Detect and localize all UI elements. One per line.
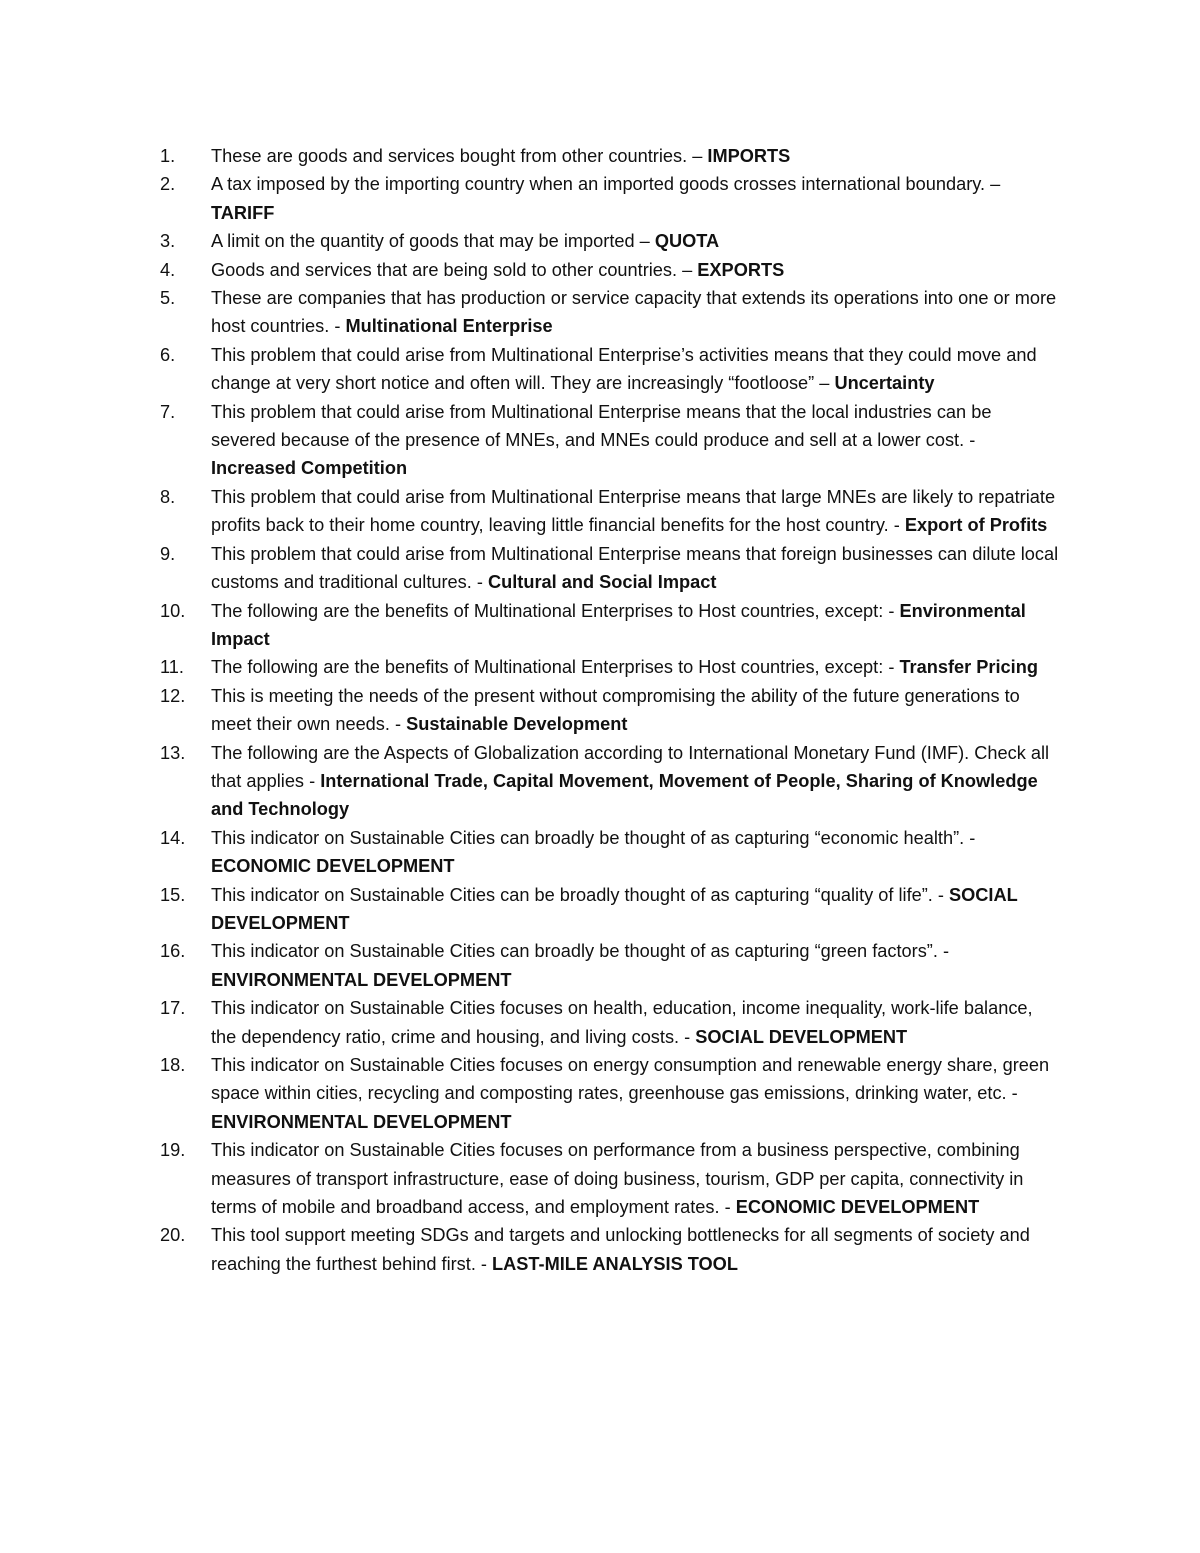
question-text: The following are the benefits of Multinational Enterprises to Host countries, except: -	[211, 600, 900, 621]
list-item	[160, 597, 1060, 654]
list-item	[160, 682, 1060, 739]
list-item	[160, 1221, 1060, 1278]
item-number: 3.	[160, 231, 176, 252]
question-text: This indicator on Sustainable Cities focuses on health, education, income inequality, work-life balance, the dependency ratio, crime and housing, and living costs. -	[211, 998, 1033, 1047]
list-item	[160, 540, 1060, 597]
question-text: The following are the benefits of Multinational Enterprises to Host countries, except: -	[211, 657, 900, 678]
answer-text: SOCIAL DEVELOPMENT	[211, 884, 1018, 933]
item-number: 4.	[160, 259, 176, 280]
question-text: The following are the Aspects of Globalization according to International Monetary Fund (IMF). Check all that applies -	[211, 742, 1050, 791]
question-list	[160, 142, 1060, 1278]
item-number: 9.	[160, 543, 176, 564]
question-text: This indicator on Sustainable Cities can broadly be thought of as capturing “economic health”. -	[211, 827, 976, 848]
question-text: This is meeting the needs of the present without compromising the ability of the future generations to meet their own needs. -	[211, 685, 1020, 735]
list-item	[160, 824, 1060, 881]
item-number: 10.	[160, 600, 186, 621]
answer-text: LAST-MILE ANALYSIS TOOL	[492, 1253, 738, 1274]
question-text: This problem that could arise from Multinational Enterprise’s activities means that they could move and change at very short notice and often will. They are increasingly “footloose” –	[211, 344, 1037, 394]
answer-text: SOCIAL DEVELOPMENT	[695, 1026, 908, 1047]
item-number: 15.	[160, 884, 186, 905]
list-item	[160, 284, 1060, 341]
list-item	[160, 881, 1060, 938]
item-number: 6.	[160, 344, 176, 365]
question-text: A limit on the quantity of goods that may be imported –	[211, 231, 655, 252]
answer-text: Uncertainty	[834, 373, 935, 394]
list-item	[160, 937, 1060, 994]
question-text: This problem that could arise from Multinational Enterprise means that foreign businesses can dilute local customs and traditional cultures. -	[211, 543, 1059, 593]
question-text: This indicator on Sustainable Cities can broadly be thought of as capturing “green factors”. -	[211, 941, 950, 962]
item-number: 19.	[160, 1140, 186, 1161]
question-text: This tool support meeting SDGs and targets and unlocking bottlenecks for all segments of society and reaching the furthest behind first. -	[211, 1225, 1030, 1274]
answer-text: QUOTA	[654, 231, 720, 252]
question-text: These are goods and services bought from other countries. –	[211, 146, 708, 166]
answer-text: Environmental Impact	[211, 600, 1026, 649]
item-number: 20.	[160, 1225, 186, 1246]
question-text: This indicator on Sustainable Cities can be broadly thought of as capturing “quality of life”. -	[211, 884, 950, 905]
item-number: 14.	[160, 827, 186, 848]
answer-text: ECONOMIC DEVELOPMENT	[211, 856, 455, 877]
item-number: 8.	[160, 486, 176, 507]
list-item	[160, 142, 1060, 170]
item-number: 13.	[160, 742, 186, 763]
list-item	[160, 1136, 1060, 1221]
question-text: Goods and services that are being sold to other countries. –	[211, 259, 698, 280]
answer-text: ENVIRONMENTAL DEVELOPMENT	[211, 1111, 512, 1132]
answer-text: TARIFF	[211, 202, 275, 223]
item-number: 12.	[160, 685, 186, 706]
item-number: 2.	[160, 174, 176, 195]
list-item	[160, 227, 1060, 255]
item-number: 18.	[160, 1055, 186, 1075]
item-number: 16.	[160, 941, 186, 962]
list-item	[160, 170, 1060, 227]
answer-text: International Trade, Capital Movement, Movement of People, Sharing of Knowledge and Technology	[211, 770, 1038, 820]
question-text: These are companies that has production or service capacity that extends its operations into one or more host countries. -	[211, 288, 1057, 337]
item-number: 5.	[160, 288, 176, 309]
question-text: This indicator on Sustainable Cities focuses on energy consumption and renewable energy share, green space within cities, recycling and composting rates, greenhouse gas emissions, drinking water, etc. -	[211, 1055, 1050, 1104]
answer-text: ENVIRONMENTAL DEVELOPMENT	[211, 969, 512, 990]
answer-text: Sustainable Development	[406, 714, 628, 735]
answer-text: Multinational Enterprise	[345, 316, 553, 337]
answer-text: Transfer Pricing	[899, 657, 1038, 678]
answer-text: IMPORTS	[707, 146, 791, 166]
item-number: 17.	[160, 998, 186, 1019]
question-text: This indicator on Sustainable Cities focuses on performance from a business perspective, combining measures of transport infrastructure, ease of doing business, tourism, GDP per capita, connectivity in terms of mobile and broadband access, and employment rates. -	[211, 1140, 1024, 1218]
answer-text: EXPORTS	[697, 259, 785, 280]
list-item	[160, 653, 1060, 681]
item-number: 1.	[160, 146, 176, 166]
answer-text: Increased Competition	[211, 458, 408, 479]
list-item	[160, 1051, 1060, 1136]
answer-text: Cultural and Social Impact	[487, 572, 717, 593]
list-item	[160, 994, 1060, 1051]
list-item	[160, 739, 1060, 824]
question-text: This problem that could arise from Multinational Enterprise means that the local industries can be severed because of the presence of MNEs, and MNEs could produce and sell at a lower cost. -	[211, 401, 992, 451]
answer-text: ECONOMIC DEVELOPMENT	[735, 1197, 980, 1218]
list-item	[160, 341, 1060, 398]
list-item	[160, 483, 1060, 540]
item-number: 11.	[160, 657, 184, 678]
list-item	[160, 256, 1060, 284]
list-item	[160, 398, 1060, 483]
item-number: 7.	[160, 401, 176, 422]
question-text: A tax imposed by the importing country when an imported goods crosses international boundary. –	[211, 174, 1001, 195]
question-text: This problem that could arise from Multinational Enterprise means that large MNEs are likely to repatriate profits back to their home country, leaving little financial benefits for the host country. -	[211, 486, 1056, 536]
answer-text: Export of Profits	[904, 515, 1048, 536]
